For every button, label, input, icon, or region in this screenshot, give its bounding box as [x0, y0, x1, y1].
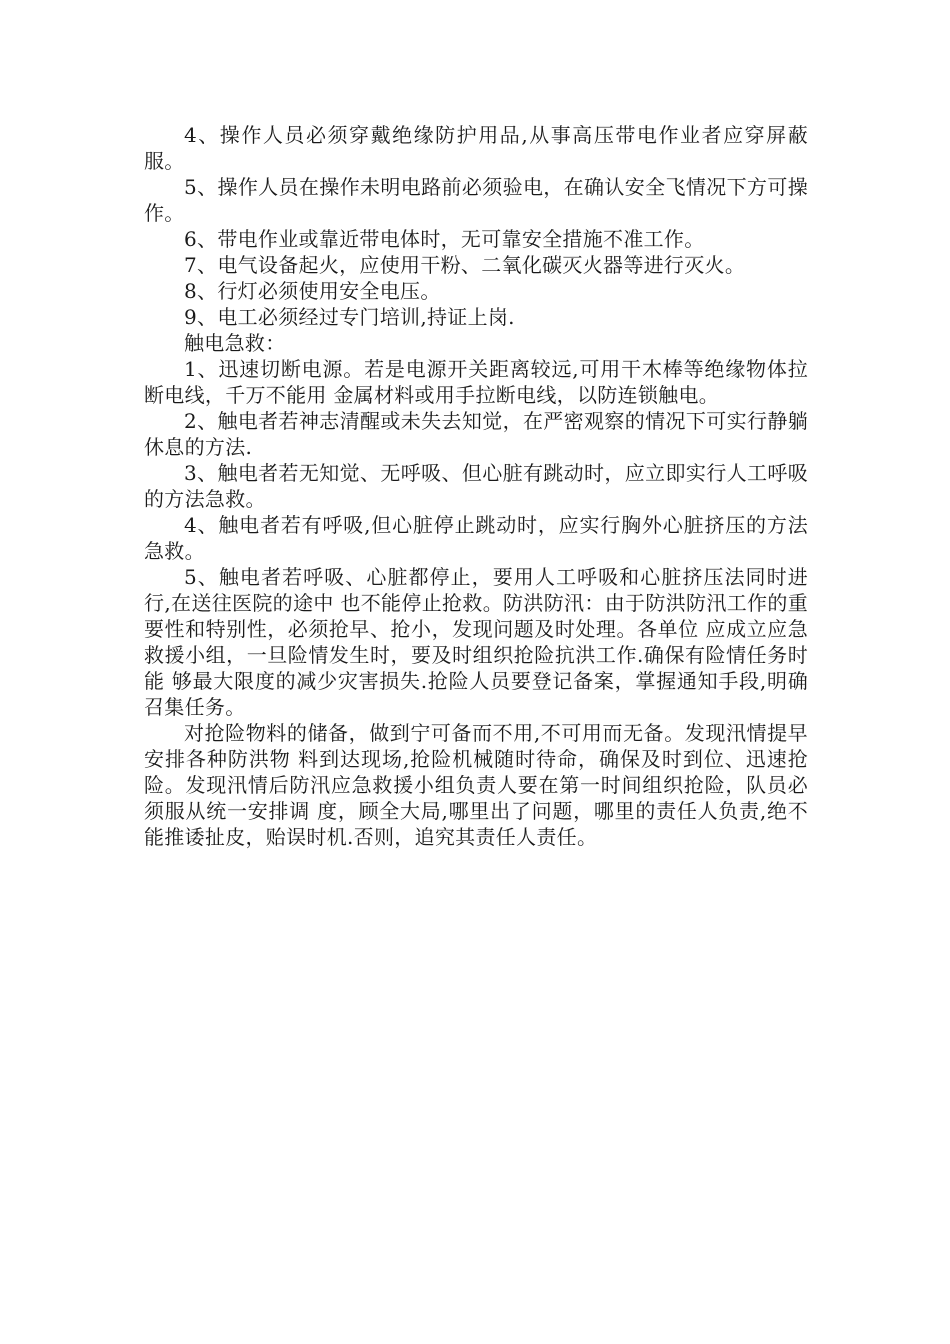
paragraph-flood-control: 5、触电者若呼吸、心脏都停止，要用人工呼吸和心脏挤压法同时进行,在送往医院的途中 也不能停止抢救。防洪防汛：由于防洪防汛工作的重要性和特别性，必须抢早、抢小，发现问题及时处理。各单位 应成立应急救援小组，一旦险情发生时，要及时组织抢险抗洪工作.确保有险情任务时能 够最大限度的减少灾害损失.抢险人员要登记备案，掌握通知手段,明确召集任务。 — [144, 565, 808, 719]
paragraph-cut-power: 1、迅速切断电源。若是电源开关距离较远,可用干木棒等绝缘物体拉断电线，千万不能用 金属材料或用手拉断电线，以防连锁触电。 — [144, 357, 808, 407]
paragraph-fire: 7、电气设备起火，应使用干粉、二氧化碳灭火器等进行灭火。 — [184, 253, 746, 277]
paragraph-safe-voltage: 8、行灯必须使用安全电压。 — [184, 279, 441, 303]
document-body — [144, 122, 808, 850]
paragraph-test-voltage: 5、操作人员在操作未明电路前必须验电，在确认安全飞情况下方可操作。 — [144, 175, 808, 225]
paragraph-no-breathing: 3、触电者若无知觉、无呼吸、但心脏有跳动时，应立即实行人工呼吸的方法急救。 — [144, 461, 808, 511]
paragraph-no-heartbeat: 4、触电者若有呼吸,但心脏停止跳动时，应实行胸外心脏挤压的方法急救。 — [144, 513, 808, 563]
paragraph-materials: 对抢险物料的储备，做到宁可备而不用,不可用而无备。发现汛情提早安排各种防洪物 料到达现场,抢险机械随时待命，确保及时到位、迅速抢险。发现汛情后防汛应急救援小组负责人要在第一时间组织抢险，队员必须服从统一安排调 度，顾全大局,哪里出了问题，哪里的责任人负责,绝不能推诿扯皮，贻误时机.否则，追究其责任人责任。 — [144, 721, 808, 849]
paragraph-live-work: 6、带电作业或靠近带电体时，无可靠安全措施不准工作。 — [184, 227, 705, 251]
section-heading-first-aid: 触电急救： — [184, 331, 286, 355]
paragraph-training: 9、电工必须经过专门培训,持证上岗. — [184, 305, 515, 329]
paragraph-ppe: 4、操作人员必须穿戴绝缘防护用品,从事高压带电作业者应穿屏蔽服。 — [144, 123, 808, 173]
paragraph-conscious: 2、触电者若神志清醒或未失去知觉，在严密观察的情况下可实行静躺休息的方法. — [144, 409, 808, 459]
